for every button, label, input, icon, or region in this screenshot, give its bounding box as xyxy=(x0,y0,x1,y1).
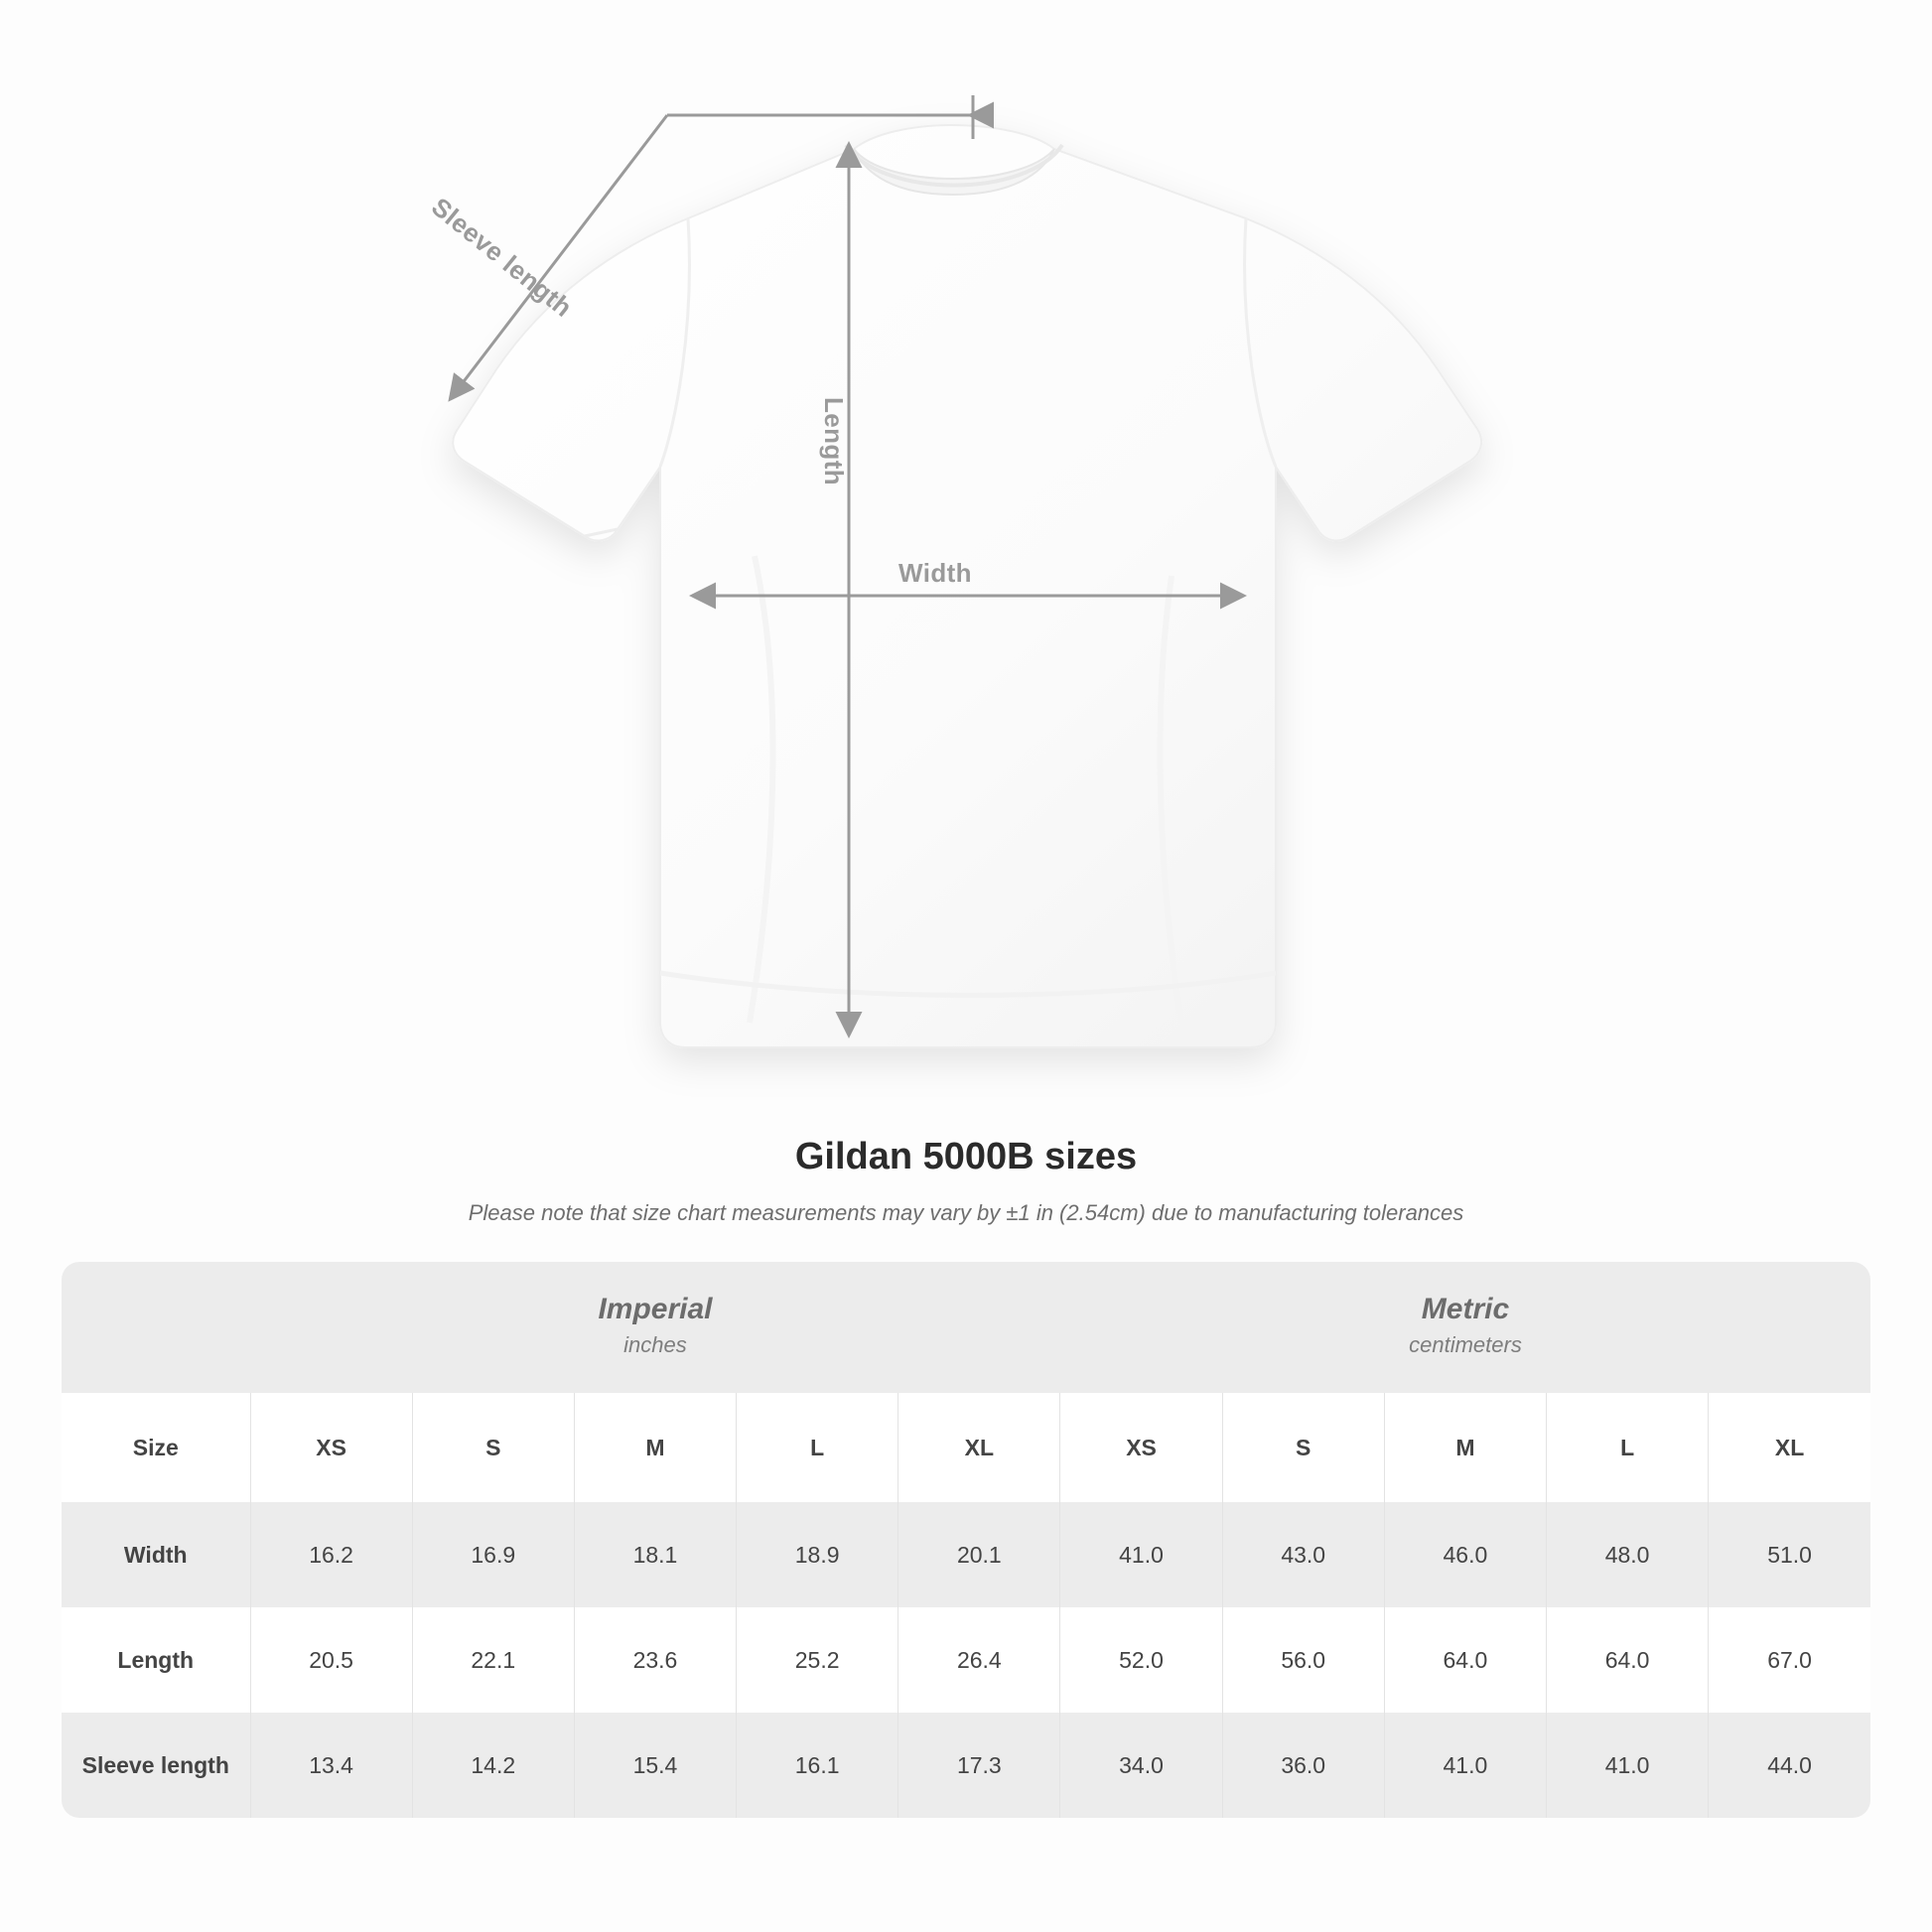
length-label: Length xyxy=(819,397,849,486)
cell-width-metric-s: 43.0 xyxy=(1222,1502,1384,1607)
cell-length-imperial-s: 22.1 xyxy=(412,1607,574,1713)
header-metric-xl: XL xyxy=(1709,1393,1870,1502)
table-row xyxy=(62,1607,1870,1713)
cell-length-metric-m: 64.0 xyxy=(1384,1607,1546,1713)
header-imperial-m: M xyxy=(574,1393,736,1502)
row-label-sleeve-length: Sleeve length xyxy=(62,1713,250,1818)
cell-width-imperial-xl: 20.1 xyxy=(898,1502,1060,1607)
metric-unit: centimeters xyxy=(1409,1331,1522,1357)
cell-sleeve-metric-l: 41.0 xyxy=(1547,1713,1709,1818)
header-metric-m: M xyxy=(1384,1393,1546,1502)
cell-width-imperial-s: 16.9 xyxy=(412,1502,574,1607)
metric-group-header xyxy=(1060,1262,1870,1393)
cell-length-imperial-l: 25.2 xyxy=(737,1607,898,1713)
sleeve-length-label: Sleeve length xyxy=(426,192,579,324)
cell-length-metric-xl: 67.0 xyxy=(1709,1607,1870,1713)
header-imperial-xs: XS xyxy=(250,1393,412,1502)
cell-sleeve-imperial-m: 15.4 xyxy=(574,1713,736,1818)
table-row xyxy=(62,1713,1870,1818)
imperial-label: Imperial xyxy=(598,1293,713,1326)
imperial-unit: inches xyxy=(623,1331,687,1357)
cell-width-imperial-xs: 16.2 xyxy=(250,1502,412,1607)
title-block xyxy=(0,1136,1932,1226)
tolerance-note: Please note that size chart measurements may vary by ±1 in (2.54cm) due to manufacturing tolerances xyxy=(468,1200,1464,1225)
header-imperial-xl: XL xyxy=(898,1393,1060,1502)
header-imperial-s: S xyxy=(412,1393,574,1502)
cell-length-metric-l: 64.0 xyxy=(1547,1607,1709,1713)
cell-width-imperial-l: 18.9 xyxy=(737,1502,898,1607)
cell-length-imperial-xl: 26.4 xyxy=(898,1607,1060,1713)
cell-width-metric-m: 46.0 xyxy=(1384,1502,1546,1607)
row-label-length: Length xyxy=(62,1607,250,1713)
cell-sleeve-metric-s: 36.0 xyxy=(1222,1713,1384,1818)
table-row xyxy=(62,1502,1870,1607)
cell-sleeve-imperial-l: 16.1 xyxy=(737,1713,898,1818)
header-size: Size xyxy=(62,1393,250,1502)
cell-sleeve-imperial-xl: 17.3 xyxy=(898,1713,1060,1818)
row-label-width: Width xyxy=(62,1502,250,1607)
header-metric-l: L xyxy=(1547,1393,1709,1502)
unit-header-row xyxy=(62,1262,1870,1393)
header-imperial-l: L xyxy=(737,1393,898,1502)
unit-header-spacer xyxy=(62,1262,250,1393)
cell-sleeve-imperial-s: 14.2 xyxy=(412,1713,574,1818)
cell-length-imperial-m: 23.6 xyxy=(574,1607,736,1713)
size-table xyxy=(62,1262,1870,1818)
header-metric-s: S xyxy=(1222,1393,1384,1502)
cell-sleeve-imperial-xs: 13.4 xyxy=(250,1713,412,1818)
cell-width-metric-l: 48.0 xyxy=(1547,1502,1709,1607)
cell-width-metric-xs: 41.0 xyxy=(1060,1502,1222,1607)
size-table-wrapper xyxy=(62,1262,1870,1818)
page-title: Gildan 5000B sizes xyxy=(794,1136,1138,1177)
imperial-group-header xyxy=(250,1262,1060,1393)
cell-length-imperial-xs: 20.5 xyxy=(250,1607,412,1713)
cell-width-imperial-m: 18.1 xyxy=(574,1502,736,1607)
cell-width-metric-xl: 51.0 xyxy=(1709,1502,1870,1607)
column-header-row xyxy=(62,1393,1870,1502)
cell-sleeve-metric-xs: 34.0 xyxy=(1060,1713,1222,1818)
cell-sleeve-metric-m: 41.0 xyxy=(1384,1713,1546,1818)
cell-length-metric-s: 56.0 xyxy=(1222,1607,1384,1713)
metric-label: Metric xyxy=(1421,1293,1510,1326)
width-label: Width xyxy=(898,558,972,588)
cell-sleeve-metric-xl: 44.0 xyxy=(1709,1713,1870,1818)
cell-length-metric-xs: 52.0 xyxy=(1060,1607,1222,1713)
header-metric-xs: XS xyxy=(1060,1393,1222,1502)
